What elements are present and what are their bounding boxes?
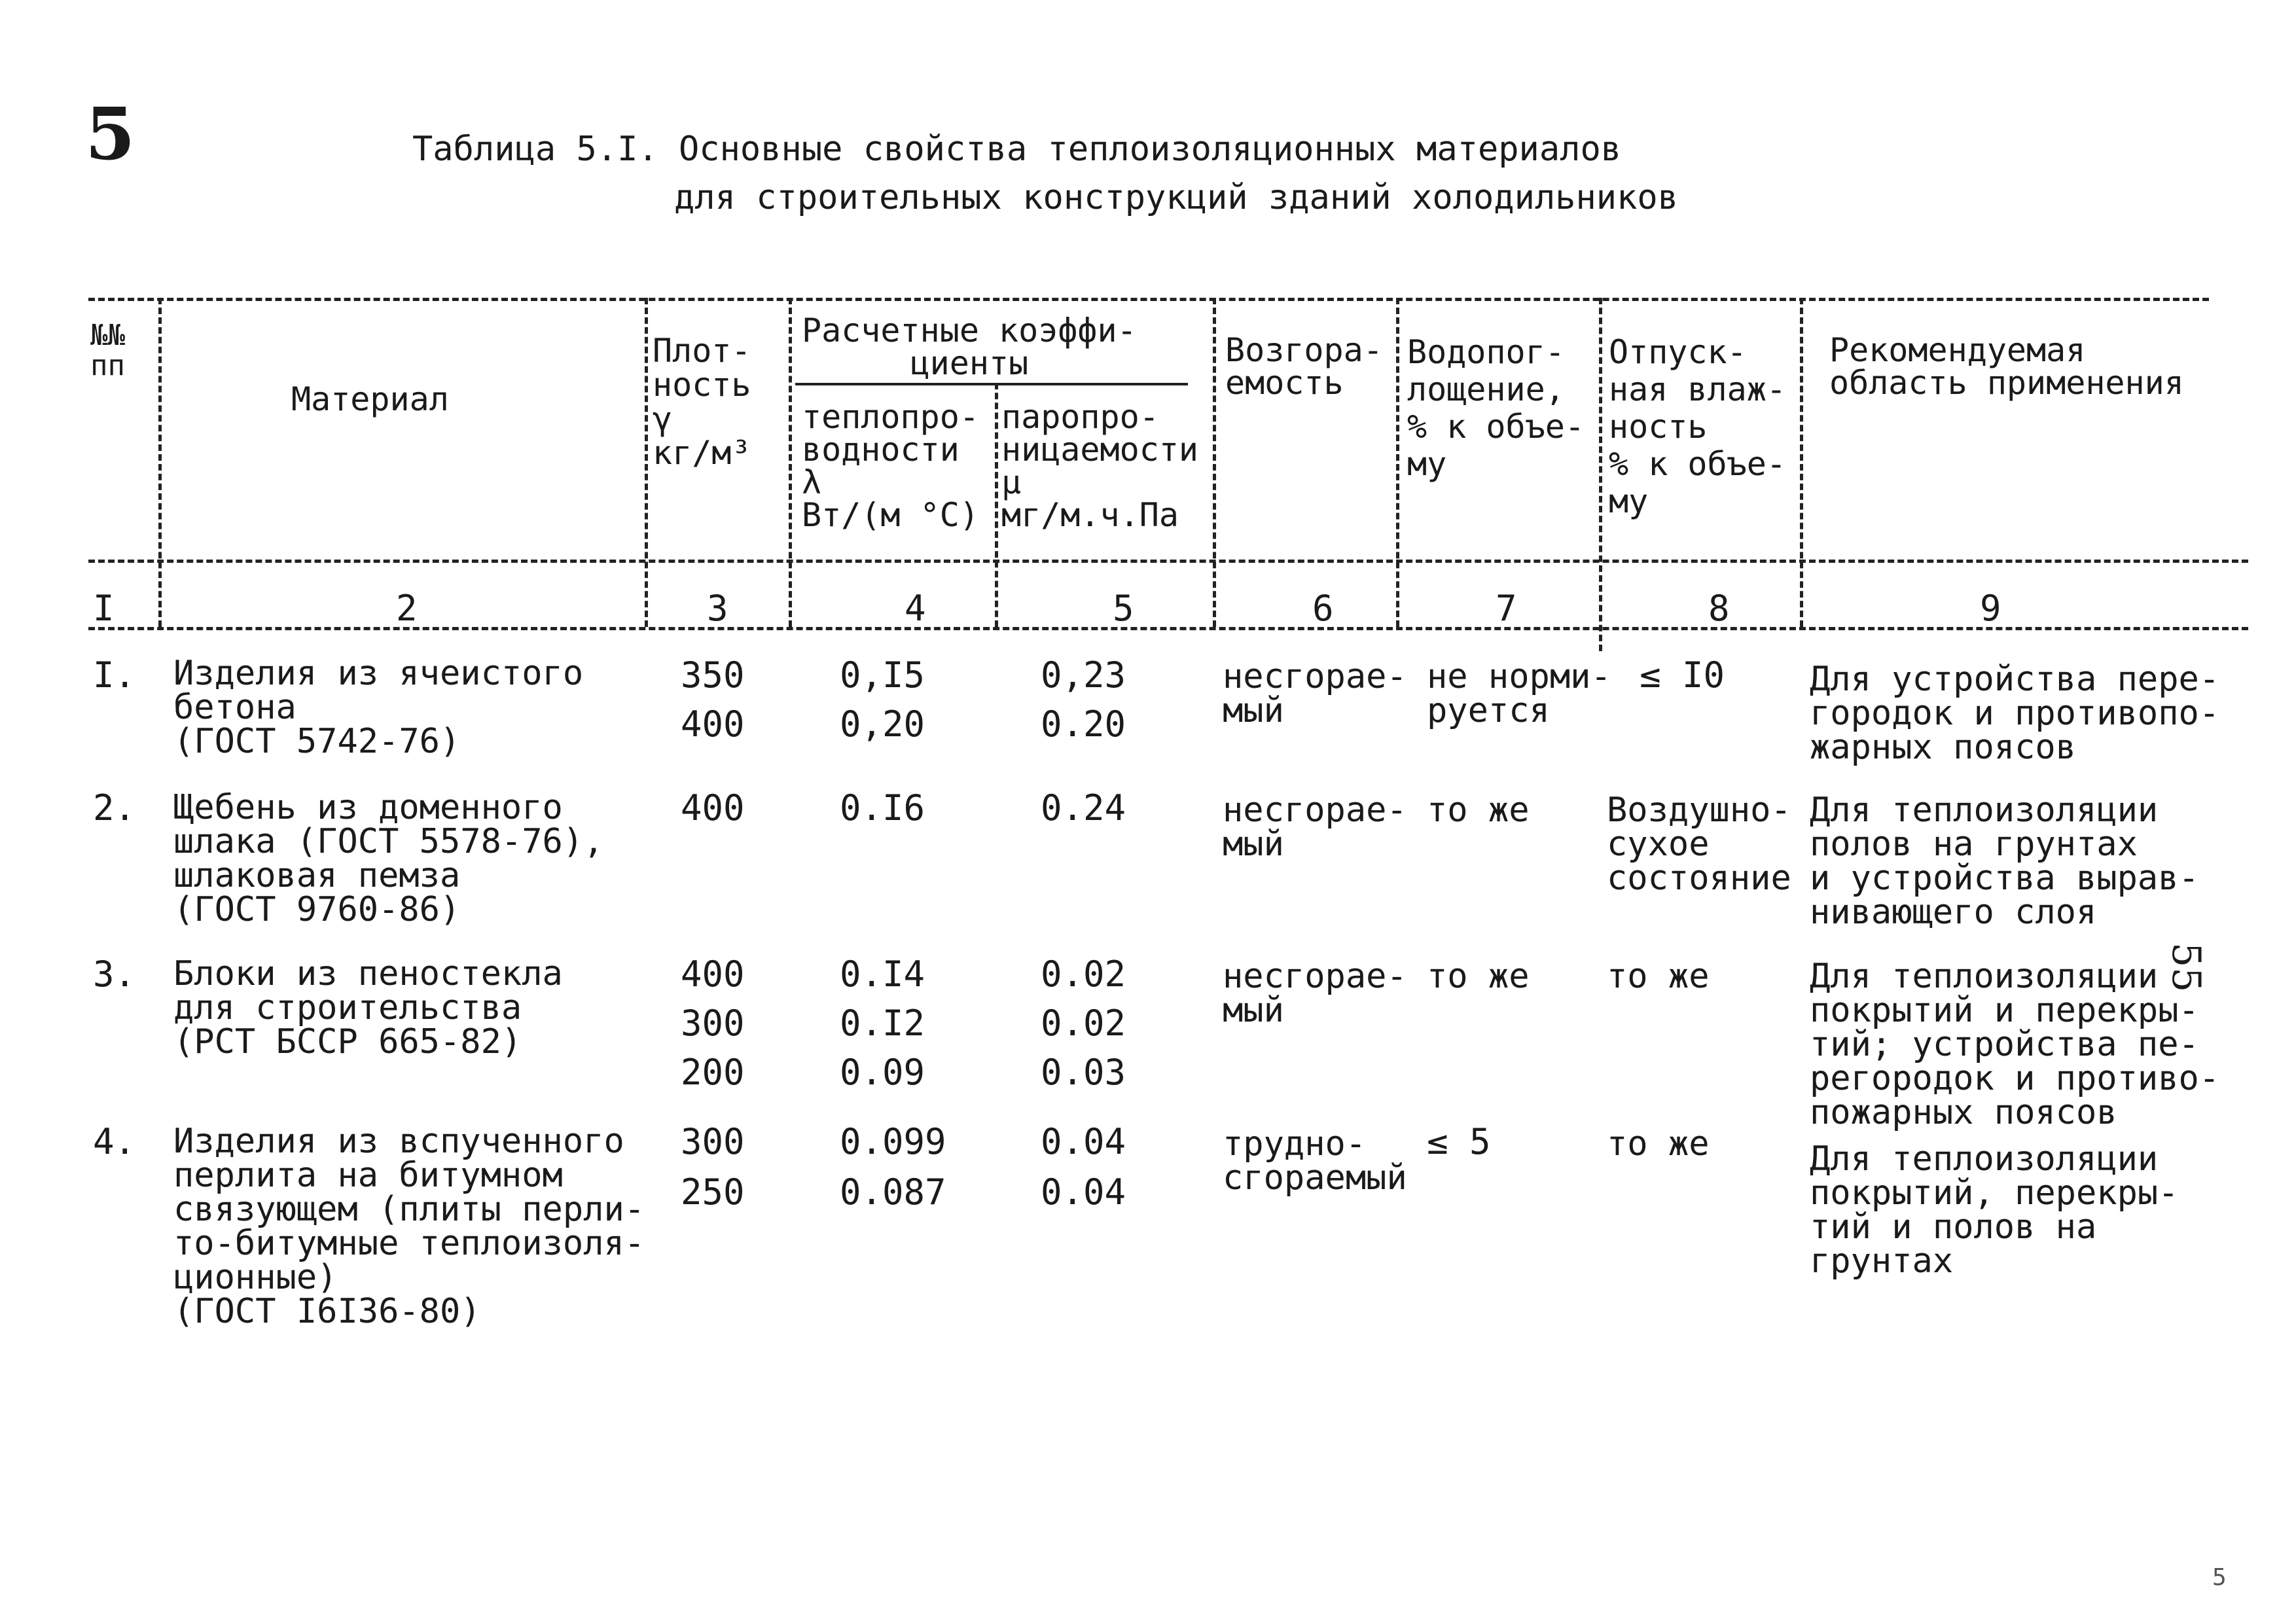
row-thermal: 0.I2 <box>840 1003 925 1044</box>
row-moisture: Воздушно- сухое состояние <box>1607 791 1791 898</box>
row-application: Для теплоизоляции покрытий и перекры- тий; устройства пе- регородок и противо- пожарных поясов <box>1810 957 2220 1132</box>
coef-group-rule <box>795 383 1188 385</box>
row-absorption: ≤ 5 <box>1427 1121 1491 1162</box>
row-application: Для теплоизоляции покрытий, перекры- тий и полов на грунтах <box>1810 1139 2179 1281</box>
row-thermal: 0,I5 <box>840 654 925 696</box>
header-coefs-group: Расчетные коэффи- циенты <box>802 312 1137 382</box>
row-moisture: то же <box>1607 1124 1710 1164</box>
header-application: Рекомендуемая область применения <box>1829 331 2184 402</box>
row-application: Для устройства пере- городок и противопо- жарных поясов <box>1810 660 2220 767</box>
row-absorption: то же <box>1427 957 1530 996</box>
row-thermal: 0.I6 <box>840 787 925 829</box>
row-material: Изделия из ячеистого бетона (ГОСТ 5742-76) <box>173 654 584 761</box>
col-number-6: 6 <box>1312 588 1334 629</box>
col-divider-3 <box>789 298 792 627</box>
row-thermal: 0,20 <box>840 704 925 745</box>
row-flammability: несгорае- мый <box>1223 657 1407 730</box>
header-top-rule <box>88 298 2209 301</box>
col-number-5: 5 <box>1113 588 1134 629</box>
row-vapor: 0.04 <box>1041 1121 1126 1162</box>
header-material: Материал <box>291 380 449 418</box>
table-title-line1: Таблица 5.I. Основные свойства теплоизоляционных материалов <box>412 130 1622 169</box>
row-thermal: 0.099 <box>840 1121 946 1162</box>
page-mark: 5 <box>85 92 135 176</box>
row-density: 300 <box>681 1003 745 1044</box>
row-vapor: 0.03 <box>1041 1052 1126 1093</box>
header-thermal: теплопро- водности λ Вт/(м °С) <box>802 398 979 534</box>
row-vapor: 0,23 <box>1041 654 1126 696</box>
col-divider-7 <box>1599 298 1602 651</box>
header-flammability: Возгора- емость <box>1225 331 1383 402</box>
row-num: 4. <box>93 1121 136 1162</box>
row-density: 300 <box>681 1121 745 1162</box>
row-thermal: 0.09 <box>840 1052 925 1093</box>
row-num: I. <box>93 654 136 696</box>
row-vapor: 0.02 <box>1041 1003 1126 1044</box>
row-vapor: 0.04 <box>1041 1171 1126 1213</box>
row-flammability: несгорае- мый <box>1223 791 1407 864</box>
row-density: 400 <box>681 787 745 829</box>
row-num: 3. <box>93 954 136 995</box>
col-divider-5 <box>1213 298 1216 627</box>
row-absorption: не норми- руется <box>1427 657 1611 730</box>
row-absorption: то же <box>1427 791 1530 830</box>
row-num: 2. <box>93 787 136 829</box>
corner-mark: 5 <box>2212 1564 2227 1591</box>
row-vapor: 0.24 <box>1041 787 1126 829</box>
row-flammability: трудно- сгораемый <box>1223 1124 1407 1198</box>
row-material: Изделия из вспученного перлита на битумном связующем (плиты перли- то-битумные теплоизоля- ционные) (ГОСТ I6I36-80) <box>173 1122 645 1331</box>
header-absorption: Водопог- лощение, % к объе- му <box>1407 333 1585 483</box>
col-divider-8 <box>1800 298 1803 627</box>
row-thermal: 0.I4 <box>840 954 925 995</box>
header-num: №№ пп <box>90 319 125 382</box>
row-moisture: то же <box>1607 957 1710 996</box>
row-density: 350 <box>681 654 745 696</box>
row-application: Для теплоизоляции полов на грунтах и устройства вырав- нивающего слоя <box>1810 791 2199 932</box>
row-material: Блоки из пеностекла для строительства (РСТ БССР 665-82) <box>173 954 563 1061</box>
header-bottom-rule <box>88 560 2248 563</box>
side-page-number: 55 <box>2163 942 2209 993</box>
col-number-1: I <box>93 588 115 629</box>
col-divider-6 <box>1396 298 1399 627</box>
row-density: 400 <box>681 954 745 995</box>
col-number-8: 8 <box>1708 588 1730 629</box>
row-vapor: 0.02 <box>1041 954 1126 995</box>
row-density: 400 <box>681 704 745 745</box>
col-number-7: 7 <box>1496 588 1517 629</box>
row-vapor: 0.20 <box>1041 704 1126 745</box>
row-density: 250 <box>681 1171 745 1213</box>
col-number-9: 9 <box>1980 588 2001 629</box>
row-density: 200 <box>681 1052 745 1093</box>
row-moisture: ≤ I0 <box>1640 654 1725 696</box>
col-number-4: 4 <box>905 588 926 629</box>
col-divider-4 <box>995 383 998 627</box>
row-flammability: несгорае- мый <box>1223 957 1407 1030</box>
header-vapor: паропро- ницаемости μ мг/м.ч.Па <box>1001 398 1199 534</box>
row-material: Щебень из доменного шлака (ГОСТ 5578-76), шлаковая пемза (ГОСТ 9760-86) <box>173 788 604 929</box>
col-divider-2 <box>645 298 648 627</box>
table-title-line2: для строительных конструкций зданий холодильников <box>674 178 1679 217</box>
header-density: Плот- ность γ кг/м³ <box>653 332 751 472</box>
header-moisture: Отпуск- ная влаж- ность % к объе- му <box>1609 333 1786 520</box>
col-number-3: 3 <box>707 588 728 629</box>
row-thermal: 0.087 <box>840 1171 946 1213</box>
col-divider-1 <box>158 298 162 627</box>
col-number-2: 2 <box>396 588 418 629</box>
